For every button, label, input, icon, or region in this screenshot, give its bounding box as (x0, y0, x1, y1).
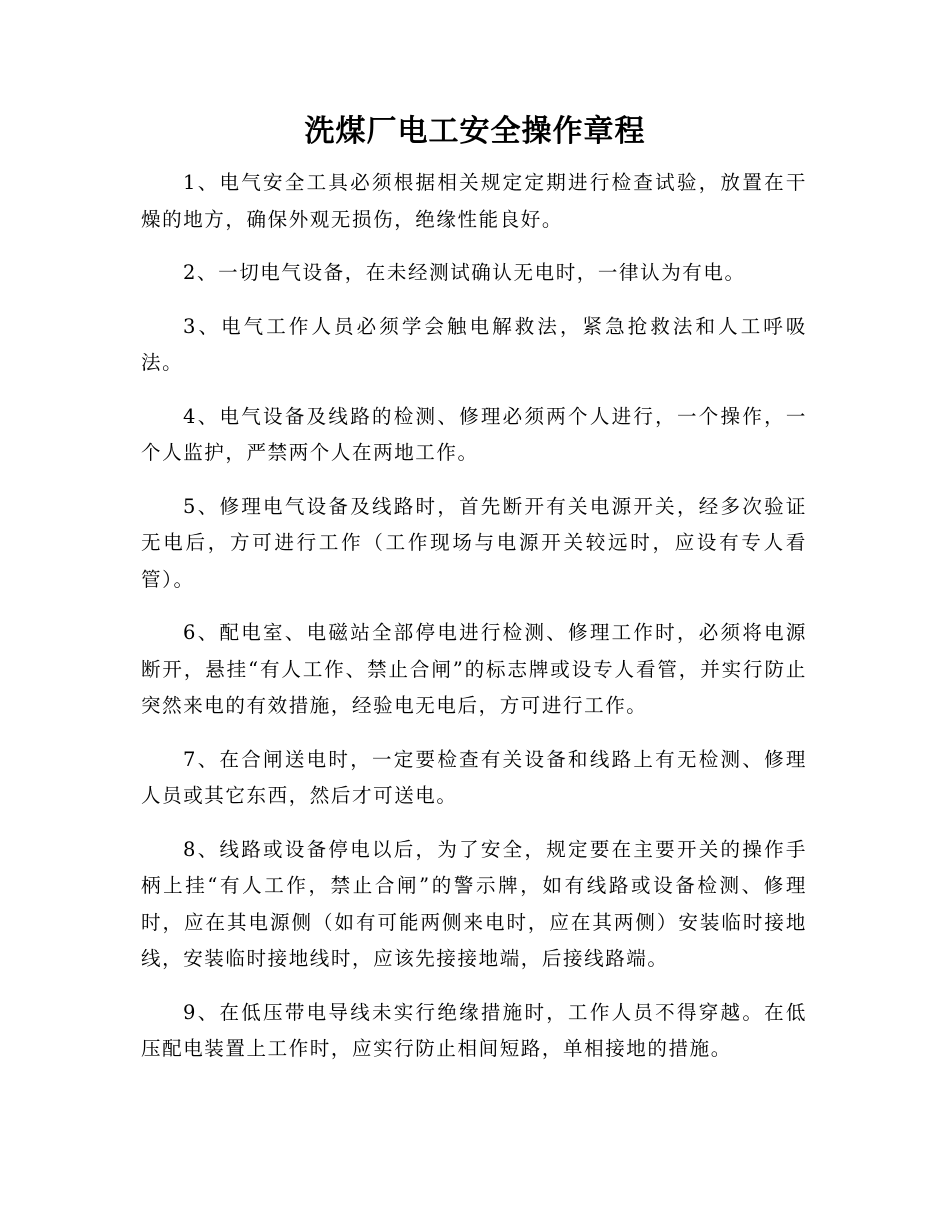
paragraph-5: 5、修理电气设备及线路时，首先断开有关电源开关，经多次验证无电后，方可进行工作（工作现场与电源开关较远时，应设有专人看管）。 (141, 494, 807, 591)
document-body (141, 165, 807, 1085)
paragraph-1: 1、电气安全工具必须根据相关规定定期进行检查试验，放置在干燥的地方，确保外观无损伤，绝缘性能良好。 (141, 171, 807, 231)
paragraph-9: 9、在低压带电导线未实行绝缘措施时，工作人员不得穿越。在低压配电装置上工作时，应实行防止相间短路，单相接地的措施。 (141, 1000, 807, 1060)
paragraph-3: 3、电气工作人员必须学会触电解救法，紧急抢救法和人工呼吸法。 (141, 314, 807, 374)
paragraph-7: 7、在合闸送电时，一定要检查有关设备和线路上有无检测、修理人员或其它东西，然后才可送电。 (141, 747, 807, 807)
paragraph-2: 2、一切电气设备，在未经测试确认无电时，一律认为有电。 (183, 261, 746, 284)
paragraph-4: 4、电气设备及线路的检测、修理必须两个人进行，一个操作，一个人监护，严禁两个人在两地工作。 (141, 404, 807, 464)
document-title: 洗煤厂电工安全操作章程 (304, 114, 646, 149)
paragraph-8: 8、线路或设备停电以后，为了安全，规定要在主要开关的操作手柄上挂“有人工作，禁止合闸”的警示牌，如有线路或设备检测、修理时，应在其电源侧（如有可能两侧来电时，应在其两侧）安装临时接地线，安装临时接地线时，应该先接接地端，后接线路端。 (141, 837, 807, 970)
paragraph-6: 6、配电室、电磁站全部停电进行检测、修理工作时，必须将电源断开，悬挂“有人工作、禁止合闸”的标志牌或设专人看管，并实行防止突然来电的有效措施，经验电无电后，方可进行工作。 (141, 621, 807, 717)
